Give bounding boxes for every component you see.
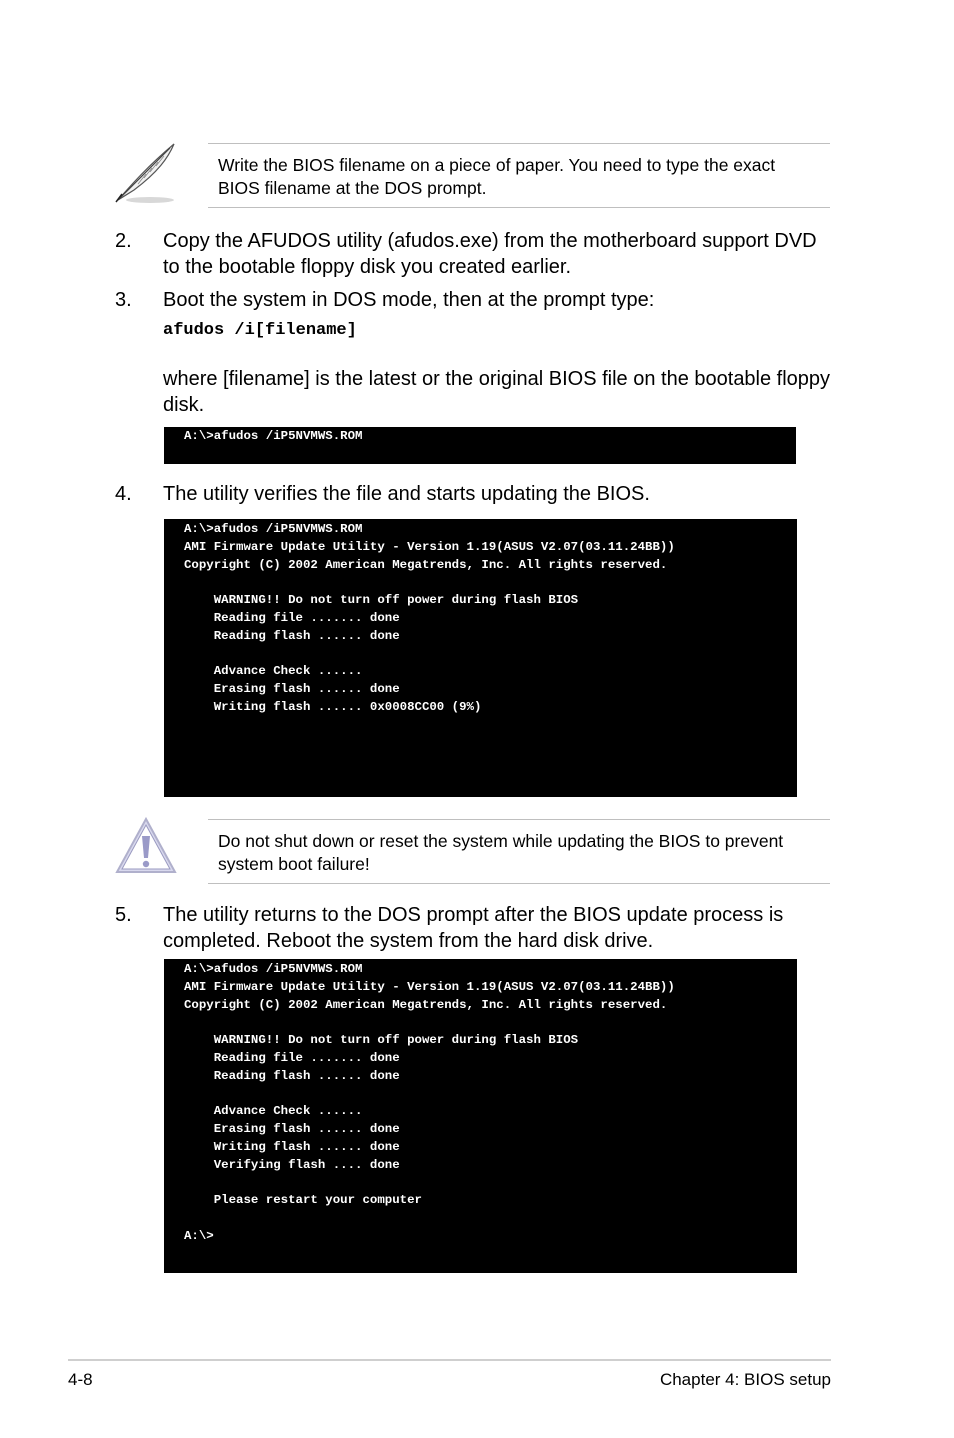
step-4-number: 4. xyxy=(115,483,132,505)
dos-screen-complete-text: A:\>afudos /iP5NVMWS.ROM AMI Firmware Update Utility - Version 1.19(ASUS V2.07(03.11.24BB)) Copyright (C) 2002 American Megatrends, Inc. All rights reserved. WARNING!! Do not turn off power during flash BIOS Reading file ....... done Reading flash ...... done Advance Check ...... Erasing flash ...... done Writing flash ...... done Verifying flash .... done Please restart your computer A:\> xyxy=(184,962,675,1243)
command-text: afudos /i[filename] xyxy=(163,321,357,340)
step-2-number: 2. xyxy=(115,230,132,252)
pen-note xyxy=(208,143,830,208)
feather-pen-icon xyxy=(112,140,182,204)
chapter-title: Chapter 4: BIOS setup xyxy=(659,1370,831,1389)
dos-screen-command xyxy=(164,427,796,464)
exclamation-triangle-icon xyxy=(114,816,178,876)
dos-screen-progress-text: A:\>afudos /iP5NVMWS.ROM AMI Firmware Update Utility - Version 1.19(ASUS V2.07(03.11.24BB)) Copyright (C) 2002 American Megatrends, Inc. All rights reserved. WARNING!! Do not turn off power during flash BIOS Reading file ....... done Reading flash ...... done Advance Check ...... Erasing flash ...... done Writing flash ...... 0x0008CC00 (9%) xyxy=(184,522,675,714)
step-3-number: 3. xyxy=(115,289,132,311)
footer-divider xyxy=(68,1359,831,1361)
step-3-text: Boot the system in DOS mode, then at the prompt type: xyxy=(163,289,655,311)
step-5-text: The utility returns to the DOS prompt after the BIOS update process is completed. Reboot the system from the hard disk drive. xyxy=(163,904,784,952)
filename-explanation: where [filename] is the latest or the original BIOS file on the bootable floppy disk. xyxy=(163,368,831,416)
dos-screen-complete xyxy=(164,959,797,1273)
warning-note xyxy=(208,819,830,884)
step-4-text: The utility verifies the file and starts updating the BIOS. xyxy=(163,483,650,505)
page-number: 4-8 xyxy=(68,1370,93,1389)
dos-screen-progress xyxy=(164,519,797,797)
dos-screen-command-text: A:\>afudos /iP5NVMWS.ROM xyxy=(184,429,363,443)
pen-note-text: Write the BIOS filename on a piece of paper. You need to type the exact BIOS filename at the DOS prompt. xyxy=(218,155,776,198)
step-2-text: Copy the AFUDOS utility (afudos.exe) from the motherboard support DVD to the bootable floppy disk you created earlier. xyxy=(163,230,817,278)
warning-note-text: Do not shut down or reset the system while updating the BIOS to prevent system boot failure! xyxy=(218,831,784,874)
step-5-number: 5. xyxy=(115,904,132,926)
